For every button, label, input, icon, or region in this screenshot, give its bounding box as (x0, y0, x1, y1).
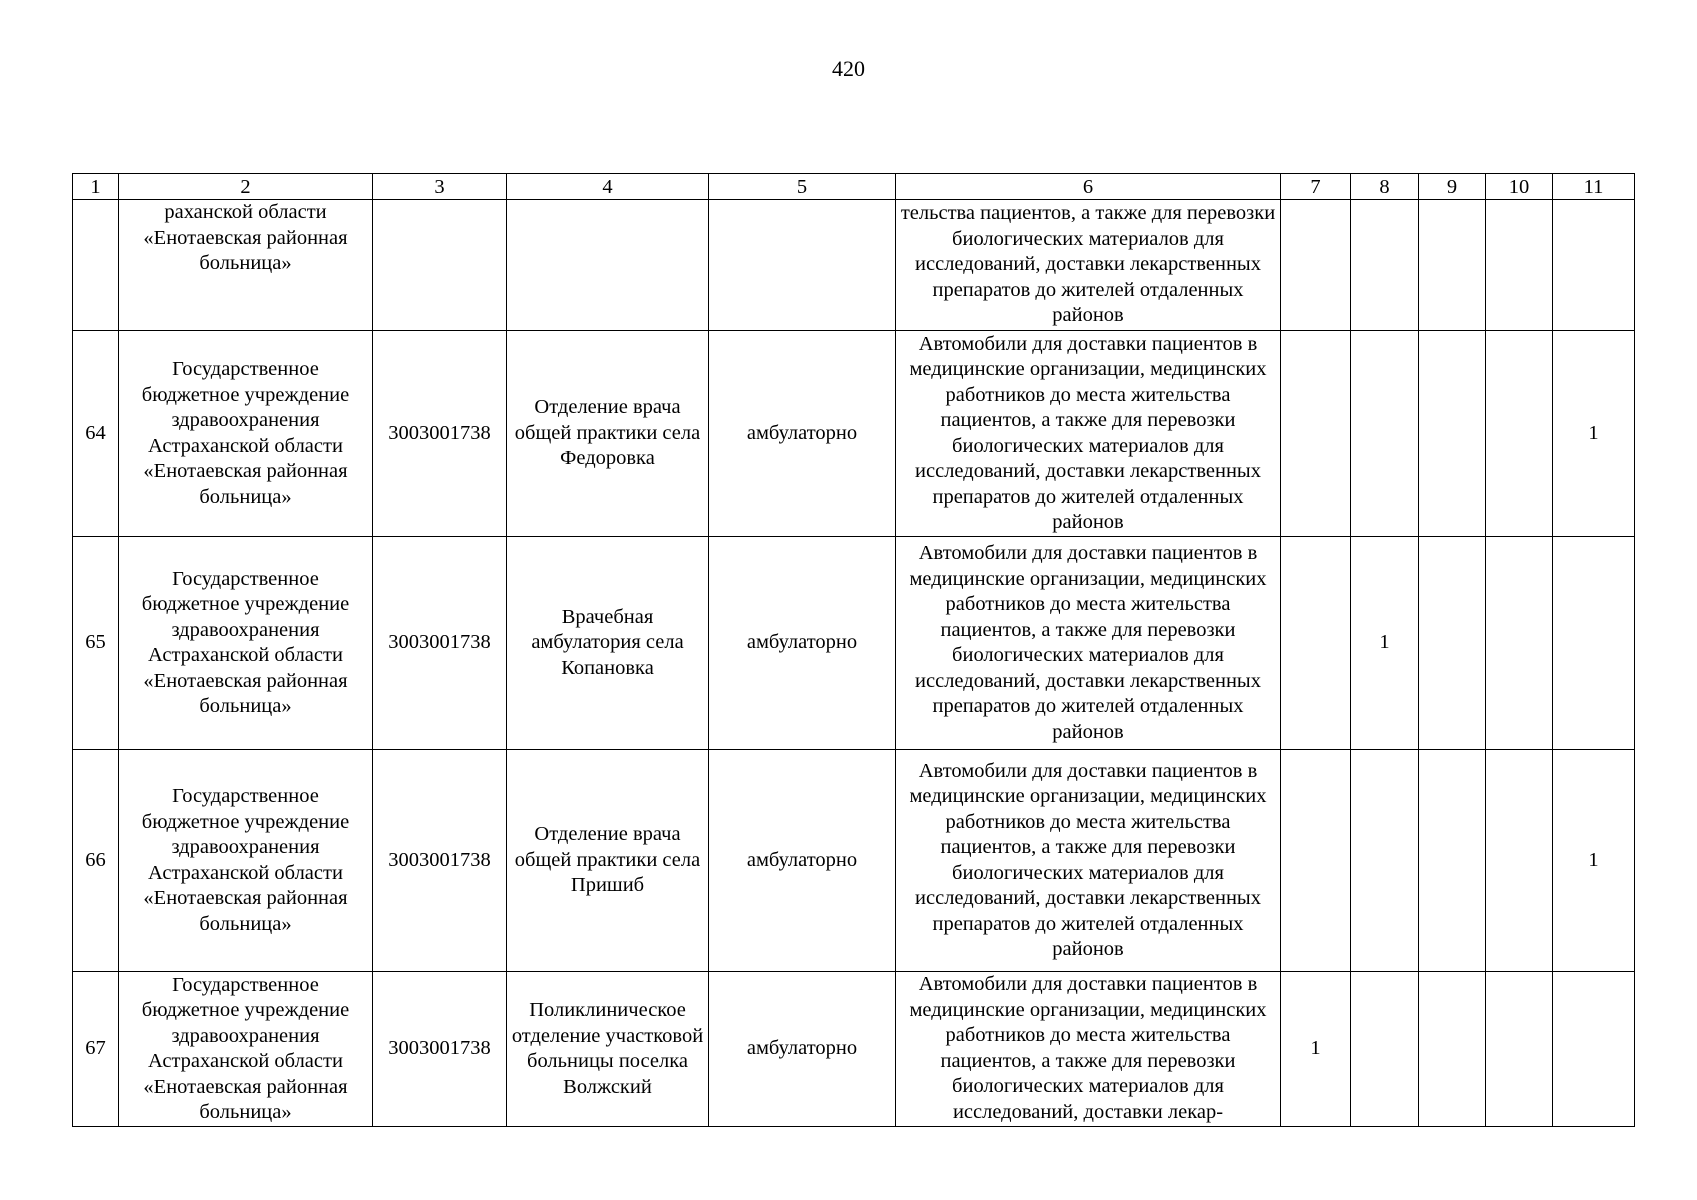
column-number: 4 (507, 174, 709, 200)
column-number: 5 (709, 174, 896, 200)
inn: 3003001738 (373, 537, 507, 750)
count-col-11: 1 (1553, 331, 1635, 537)
row-number: 66 (73, 750, 119, 972)
count-col-11 (1553, 972, 1635, 1127)
count-col-9 (1419, 750, 1486, 972)
vehicle-purpose: Автомобили для доставки пациентов в медицинские организации, медицинских работников до места жительства пациентов, а также для перевозки биологических материалов для исследований, доставки лекар- (896, 972, 1281, 1127)
column-number-row (73, 174, 1635, 200)
count-col-9 (1419, 200, 1486, 331)
column-number: 8 (1351, 174, 1419, 200)
row-number (73, 200, 119, 331)
count-col-9 (1419, 331, 1486, 537)
care-mode: амбулаторно (709, 537, 896, 750)
column-number: 10 (1486, 174, 1553, 200)
count-col-7 (1281, 750, 1351, 972)
column-number: 9 (1419, 174, 1486, 200)
table-row-continued (73, 200, 1635, 331)
count-col-9 (1419, 972, 1486, 1127)
subdivision: Отделение врача общей практики села Федоровка (507, 331, 709, 537)
table-row (73, 537, 1635, 750)
inn: 3003001738 (373, 750, 507, 972)
organization-name: Государственное бюджетное учреждение здравоохранения Астраханской области «Енотаевская районная больница» (119, 750, 373, 972)
count-col-7 (1281, 331, 1351, 537)
vehicles-table (72, 173, 1635, 1127)
count-col-11 (1553, 537, 1635, 750)
vehicle-purpose: Автомобили для доставки пациентов в медицинские организации, медицинских работников до места жительства пациентов, а также для перевозки биологических материалов для исследований, доставки лекарственных препаратов до жителей отдаленных районов (896, 331, 1281, 537)
count-col-10 (1486, 331, 1553, 537)
organization-name: Государственное бюджетное учреждение здравоохранения Астраханской области «Енотаевская районная больница» (119, 537, 373, 750)
vehicle-purpose: тельства пациентов, а также для перевозки биологических материалов для исследований, доставки лекарственных препаратов до жителей отдаленных районов (896, 200, 1281, 331)
count-col-8 (1351, 200, 1419, 331)
count-col-9 (1419, 537, 1486, 750)
table-row (73, 750, 1635, 972)
inn: 3003001738 (373, 331, 507, 537)
column-number: 11 (1553, 174, 1635, 200)
subdivision (507, 200, 709, 331)
table-row (73, 331, 1635, 537)
count-col-10 (1486, 750, 1553, 972)
count-col-11 (1553, 200, 1635, 331)
subdivision: Врачебная амбулатория села Копановка (507, 537, 709, 750)
column-number: 6 (896, 174, 1281, 200)
inn (373, 200, 507, 331)
count-col-8 (1351, 750, 1419, 972)
column-number: 1 (73, 174, 119, 200)
subdivision: Поликлиническое отделение участковой больницы поселка Волжский (507, 972, 709, 1127)
vehicle-purpose: Автомобили для доставки пациентов в медицинские организации, медицинских работников до места жительства пациентов, а также для перевозки биологических материалов для исследований, доставки лекарственных препаратов до жителей отдаленных районов (896, 750, 1281, 972)
row-number: 65 (73, 537, 119, 750)
organization-name: Государственное бюджетное учреждение здравоохранения Астраханской области «Енотаевская районная больница» (119, 331, 373, 537)
count-col-10 (1486, 200, 1553, 331)
count-col-7 (1281, 537, 1351, 750)
care-mode: амбулаторно (709, 750, 896, 972)
count-col-8 (1351, 972, 1419, 1127)
organization-name: раханской области «Енотаевская районная больница» (119, 200, 373, 331)
count-col-11: 1 (1553, 750, 1635, 972)
count-col-7 (1281, 200, 1351, 331)
page-number: 420 (832, 56, 865, 81)
column-number: 3 (373, 174, 507, 200)
subdivision: Отделение врача общей практики села Пришиб (507, 750, 709, 972)
count-col-7: 1 (1281, 972, 1351, 1127)
column-number: 2 (119, 174, 373, 200)
care-mode (709, 200, 896, 331)
column-number: 7 (1281, 174, 1351, 200)
organization-name: Государственное бюджетное учреждение здравоохранения Астраханской области «Енотаевская районная больница» (119, 972, 373, 1127)
care-mode: амбулаторно (709, 331, 896, 537)
count-col-10 (1486, 537, 1553, 750)
row-number: 67 (73, 972, 119, 1127)
vehicle-purpose: Автомобили для доставки пациентов в медицинские организации, медицинских работников до места жительства пациентов, а также для перевозки биологических материалов для исследований, доставки лекарственных препаратов до жителей отдаленных районов (896, 537, 1281, 750)
care-mode: амбулаторно (709, 972, 896, 1127)
count-col-8: 1 (1351, 537, 1419, 750)
count-col-8 (1351, 331, 1419, 537)
table-row (73, 972, 1635, 1127)
row-number: 64 (73, 331, 119, 537)
count-col-10 (1486, 972, 1553, 1127)
inn: 3003001738 (373, 972, 507, 1127)
